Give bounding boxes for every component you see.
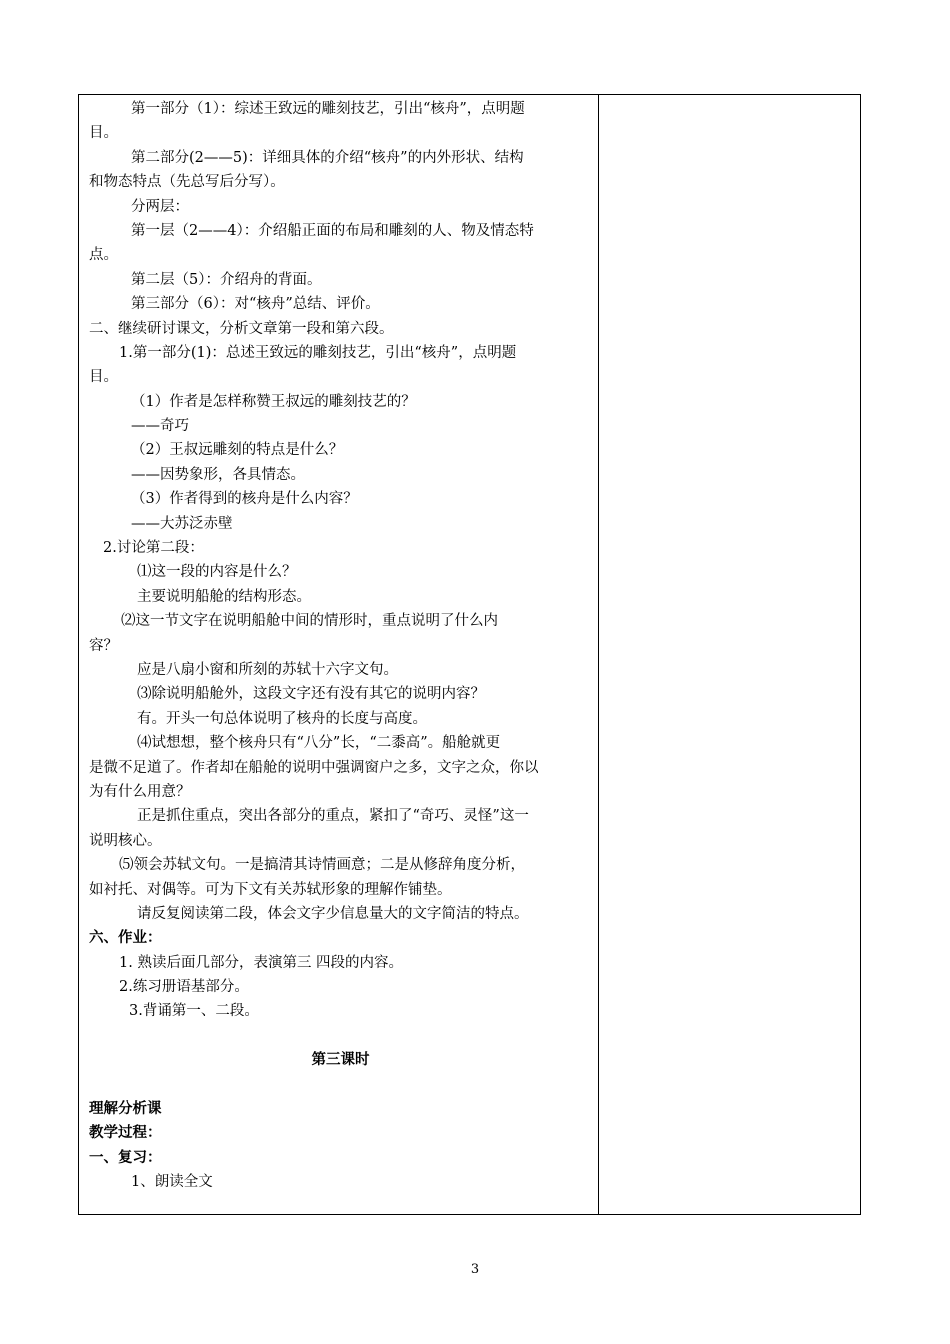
text-line: 和物态特点（先总写后分写）。 bbox=[89, 174, 285, 191]
lesson-plan-table bbox=[78, 94, 861, 1215]
review-item: 1、朗读全文 bbox=[131, 1174, 213, 1191]
text-line: 二、继续研讨课文，分析文章第一段和第六段。 bbox=[89, 320, 394, 337]
text-line: 请反复阅读第二段，体会文字少信息量大的文字简洁的特点。 bbox=[137, 905, 529, 922]
spacer bbox=[89, 1073, 592, 1097]
review-heading: 一、复习： bbox=[89, 1149, 162, 1166]
homework-item: 1. 熟读后面几部分，表演第三 四段的内容。 bbox=[119, 954, 404, 971]
text-line: ⑸领会苏轼文句。一是搞清其诗情画意；二是从修辞角度分析， bbox=[119, 857, 525, 874]
text-line: 应是八扇小窗和所刻的苏轼十六字文句。 bbox=[137, 661, 398, 678]
text-line: 目。 bbox=[89, 125, 118, 142]
text-line: （3）作者得到的核舟是什么内容？ bbox=[131, 491, 358, 508]
text-line: ⑴这一段的内容是什么？ bbox=[137, 564, 297, 581]
process-heading: 教学过程： bbox=[89, 1125, 162, 1142]
lesson-title: 第三课时 bbox=[311, 1052, 370, 1069]
text-line: 如衬托、对偶等。可为下文有关苏轼形象的理解作铺垫。 bbox=[89, 881, 452, 898]
text-line: ——因势象形，各具情态。 bbox=[131, 466, 305, 483]
text-line: （1）作者是怎样称赞王叔远的雕刻技艺的？ bbox=[131, 393, 416, 410]
text-line: 第二部分(2——5)：详细具体的介绍“核舟”的内外形状、结构 bbox=[131, 149, 524, 166]
text-line: 正是抓住重点，突出各部分的重点，紧扣了“奇巧、灵怪”这一 bbox=[137, 808, 529, 825]
text-line: 为有什么用意？ bbox=[89, 783, 191, 800]
homework-item: 3.背诵第一、二段。 bbox=[129, 1003, 259, 1020]
text-line: 第二层（5）：介绍舟的背面。 bbox=[131, 271, 322, 288]
text-line: ⑵这一节文字在说明船舱中间的情形时，重点说明了什么内 bbox=[121, 613, 498, 630]
text-line: （2）王叔远雕刻的特点是什么？ bbox=[131, 442, 344, 459]
review-list bbox=[89, 1170, 592, 1194]
text-line: 第一部分（1）：综述王致远的雕刻技艺，引出“核舟”，点明题 bbox=[131, 101, 525, 117]
text-line: 是微不足道了。作者却在船舱的说明中强调窗户之多，文字之众，你以 bbox=[89, 759, 539, 776]
homework-heading: 六、作业： bbox=[89, 930, 162, 947]
text-line: 1.第一部分(1)：总述王致远的雕刻技艺，引出“核舟”，点明题 bbox=[119, 344, 517, 361]
text-line: 有。开头一句总体说明了核舟的长度与高度。 bbox=[137, 710, 427, 727]
text-line: 第一层（2——4）：介绍船正面的布局和雕刻的人、物及情态特 bbox=[131, 222, 534, 239]
text-line: ⑶除说明船舱外，这段文字还有没有其它的说明内容？ bbox=[137, 686, 485, 703]
lesson-type: 理解分析课 bbox=[89, 1101, 162, 1118]
text-line: 说明核心。 bbox=[89, 832, 162, 849]
homework-item: 2.练习册语基部分。 bbox=[119, 979, 249, 996]
text-line: 第三部分（6）：对“核舟”总结、评价。 bbox=[131, 296, 380, 313]
page-number: 3 bbox=[470, 1262, 480, 1277]
notes-cell bbox=[599, 95, 860, 1214]
lesson-content-cell bbox=[89, 97, 592, 1195]
text-line: 2.讨论第二段： bbox=[103, 540, 204, 557]
homework-list bbox=[89, 951, 592, 1024]
text-line: 点。 bbox=[89, 247, 118, 264]
text-line: 主要说明船舱的结构形态。 bbox=[137, 588, 311, 605]
text-line: 目。 bbox=[89, 369, 118, 386]
text-line: ——大苏泛赤壁 bbox=[131, 515, 233, 532]
text-line: 容？ bbox=[89, 637, 118, 654]
text-line: ⑷试想想，整个核舟只有“八分”长，“二黍高”。船舱就更 bbox=[137, 735, 501, 752]
text-line: 分两层： bbox=[131, 198, 189, 215]
spacer bbox=[89, 1024, 592, 1048]
body-text bbox=[89, 97, 592, 926]
text-line: ——奇巧 bbox=[131, 418, 189, 435]
